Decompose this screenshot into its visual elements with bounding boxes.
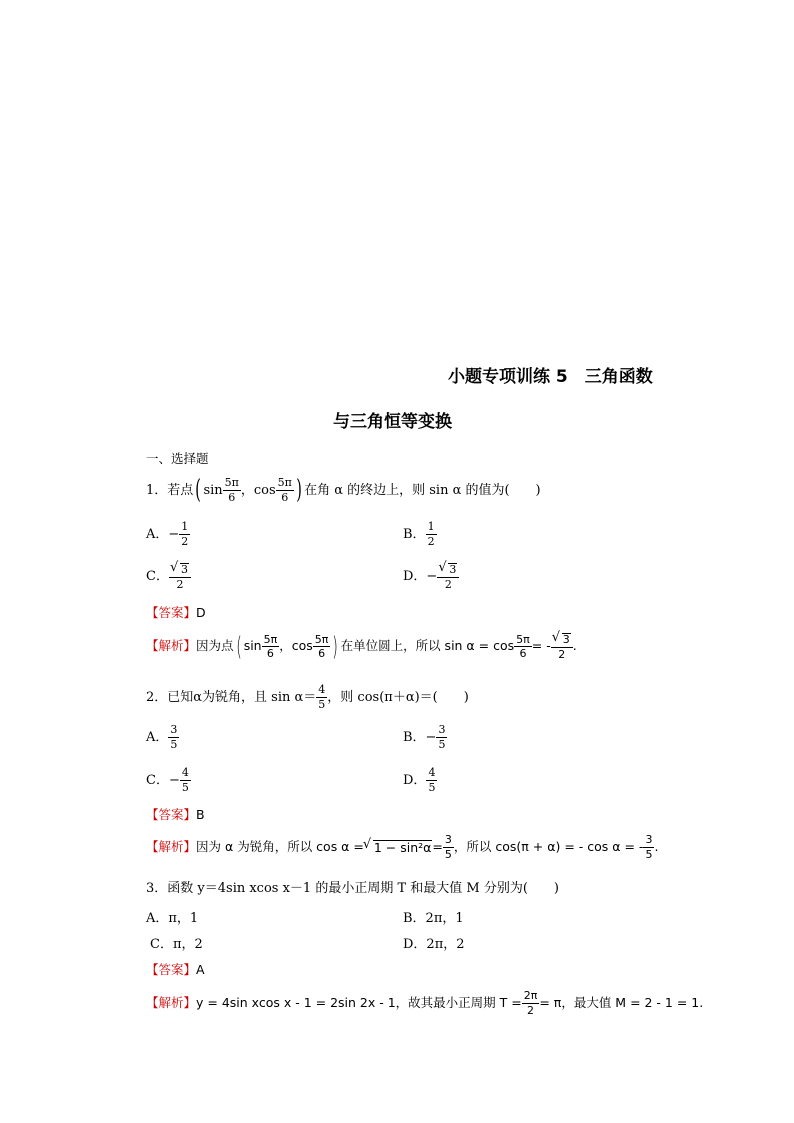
q1-cos: cos [253, 482, 276, 498]
q3-analysis: 【解析】 y = 4sin xcos x - 1 = 2sin 2x - 1，故其最小正周期 T = $\frac{2\pi}{2}$ = π，最大值 M = 2 - 1 = 1. [146, 989, 704, 1017]
q1-right-paren: ) [296, 475, 302, 506]
q1-suffix: 在角 α 的终边上，则 sin α 的值为( ) [304, 482, 541, 498]
q3-answer: 【答案】A [146, 962, 205, 977]
q2-option-b: B．− $\frac{3}{5}$ [403, 723, 446, 751]
q2-option-c: C．− $\frac{4}{5}$ [146, 766, 189, 794]
q1-option-d: D．− √ $\frac{3}{2}$ [403, 563, 459, 590]
q1-left-paren: ( [195, 475, 202, 506]
q1-option-c: C． √ $\frac{3}{2}$ [146, 563, 191, 590]
q2-option-a: A． $\frac{3}{5}$ [146, 723, 178, 751]
q1-sin: sin [203, 482, 223, 498]
q1-option-a: A．− $\frac{1}{2}$ [146, 520, 189, 548]
q1-option-b: B． $\frac{1}{2}$ [403, 520, 435, 548]
q3-option-d: D．2π，2 [403, 937, 465, 952]
answer-tag: 【答案】 [146, 605, 197, 620]
section-heading: 一、选择题 [146, 451, 209, 466]
q2-option-d: D． $\frac{4}{5}$ [403, 766, 436, 794]
q1-answer: 【答案】D [146, 605, 206, 620]
q1-fraction-2: $\frac{5\pi}{6}$ [277, 476, 292, 504]
q1-analysis: 【解析】 因为点 ( sin $\frac{5\pi}{6}$ ， cos $\frac{5\pi}{6}$ ) 在单位圆上，所以 sin α = cos $\frac{5\pi}{6}$ = - √ $\frac{3}{2}$ . [146, 633, 577, 660]
q1-comma: ， [240, 482, 254, 498]
question-2: 2．已知α为锐角，且 sin α＝ $\frac{4}{5}$ ，则 cos(π＋α)＝( ) [146, 683, 469, 711]
q3-option-a: A．π，1 [146, 911, 199, 926]
doc-title-line2: 与三角恒等变换 [333, 412, 452, 432]
q1-fraction-1: $\frac{5\pi}{6}$ [224, 476, 239, 504]
q3-option-b: B．2π，1 [403, 911, 464, 926]
q3-option-c: C．π，2 [150, 937, 203, 952]
q2-answer: 【答案】B [146, 807, 205, 822]
question-3: 3．函数 y＝4sin xcos x－1 的最小正周期 T 和最大值 M 分别为( ) [146, 881, 559, 896]
q1-prefix: 1．若点 [146, 482, 194, 498]
doc-title-line1: 小题专项训练 5 三角函数 [448, 367, 653, 387]
question-1 [146, 475, 541, 506]
q2-analysis: 【解析】 因为 α 为锐角，所以 cos α = √ 1 − sin²α = $\frac{3}{5}$ ，所以 cos(π + α) = - cos α = - $\frac{3}{5}$ . [146, 834, 658, 860]
analysis-tag: 【解析】 [146, 638, 197, 654]
